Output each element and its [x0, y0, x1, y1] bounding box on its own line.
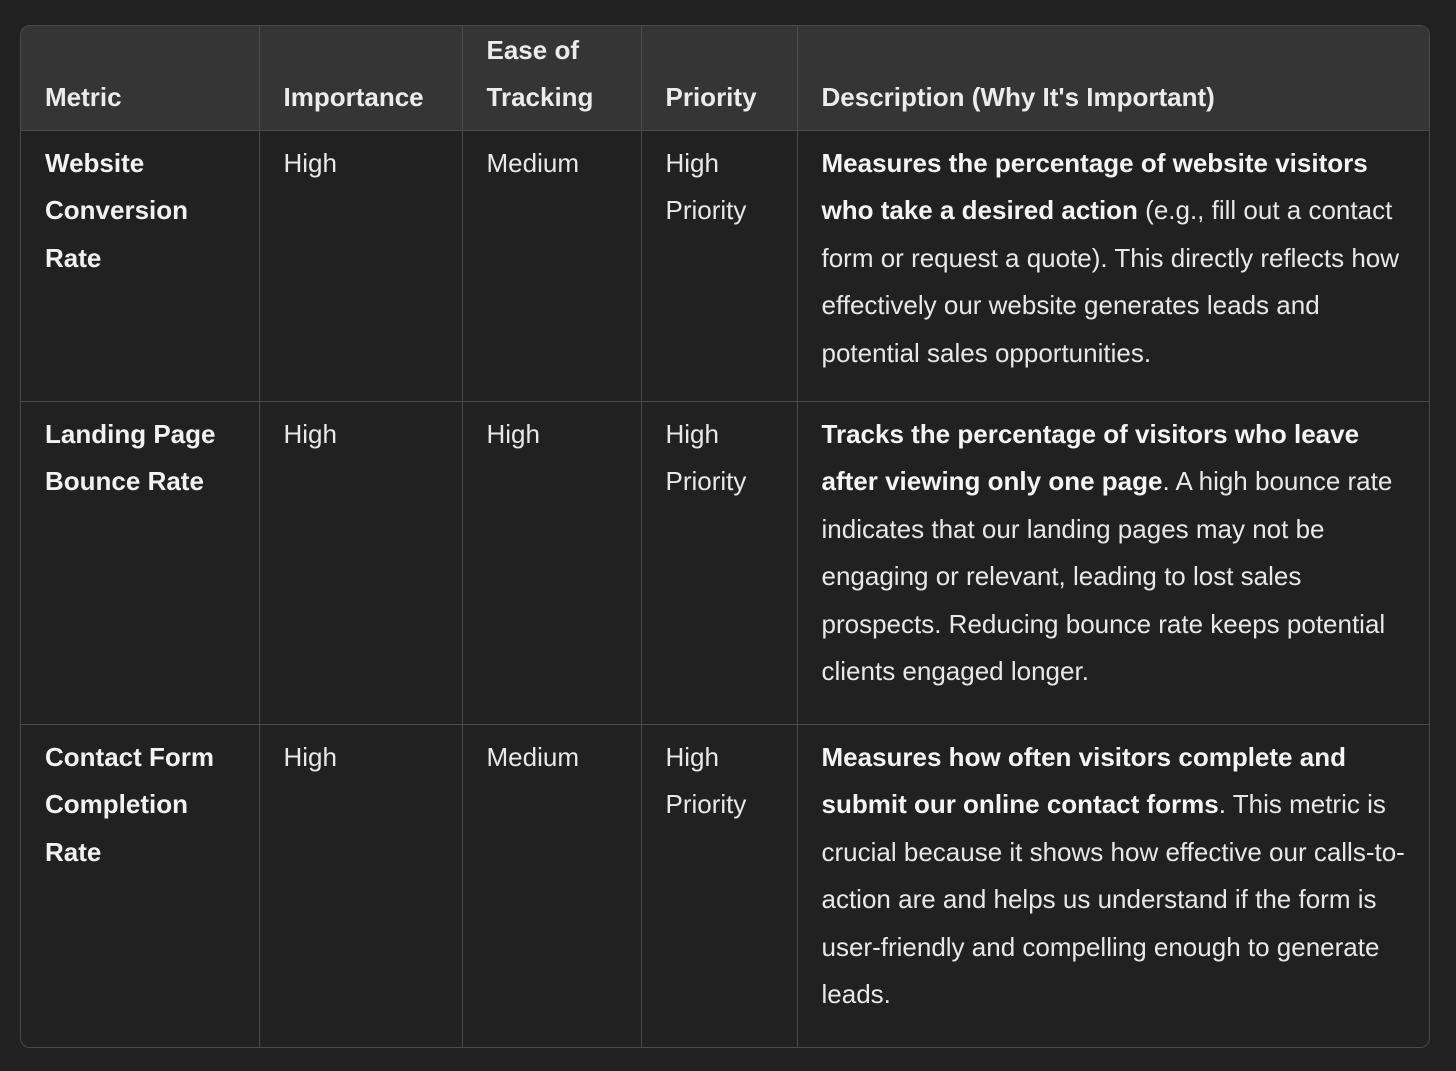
header-metric: Metric	[21, 26, 259, 130]
importance-cell: High	[259, 401, 462, 724]
description-text: . A high bounce rate indicates that our landing pages may not be engaging or relevant, leading to lost sales prospects. Reducing bounce rate keeps potential clients engaged longer.	[821, 466, 1393, 687]
priority-cell: High Priority	[641, 724, 797, 1047]
description-text: . This metric is crucial because it shows how effective our calls-to-action are and helps us understand if the form is user-friendly and compelling enough to generate leads.	[821, 789, 1405, 1010]
header-description: Description (Why It's Important)	[797, 26, 1429, 130]
description-cell	[797, 401, 1429, 724]
importance-cell: High	[259, 724, 462, 1047]
ease-cell: High	[462, 401, 641, 724]
metrics-table-container	[20, 25, 1430, 1048]
header-ease-of-tracking: Ease of Tracking	[462, 26, 641, 130]
table-row	[21, 130, 1429, 401]
ease-cell: Medium	[462, 724, 641, 1047]
description-cell	[797, 130, 1429, 401]
table-row	[21, 724, 1429, 1047]
header-priority: Priority	[641, 26, 797, 130]
description-bold: Measures how often visitors complete and submit our online contact forms	[821, 741, 1346, 820]
table-header-row	[21, 26, 1429, 130]
importance-cell: High	[259, 130, 462, 401]
description-cell	[797, 724, 1429, 1047]
metric-cell: Landing Page Bounce Rate	[21, 401, 259, 724]
table-row	[21, 401, 1429, 724]
description-bold: Tracks the percentage of visitors who leave after viewing only one page	[821, 418, 1360, 497]
ease-cell: Medium	[462, 130, 641, 401]
priority-cell: High Priority	[641, 130, 797, 401]
metrics-table	[21, 26, 1429, 1047]
metric-cell: Website Conversion Rate	[21, 130, 259, 401]
description-text: (e.g., fill out a contact form or request a quote). This directly reflects how effectively our website generates leads and potential sales opportunities.	[821, 195, 1400, 368]
header-importance: Importance	[259, 26, 462, 130]
priority-cell: High Priority	[641, 401, 797, 724]
metric-cell: Contact Form Completion Rate	[21, 724, 259, 1047]
description-bold: Measures the percentage of website visitors who take a desired action	[821, 147, 1368, 225]
